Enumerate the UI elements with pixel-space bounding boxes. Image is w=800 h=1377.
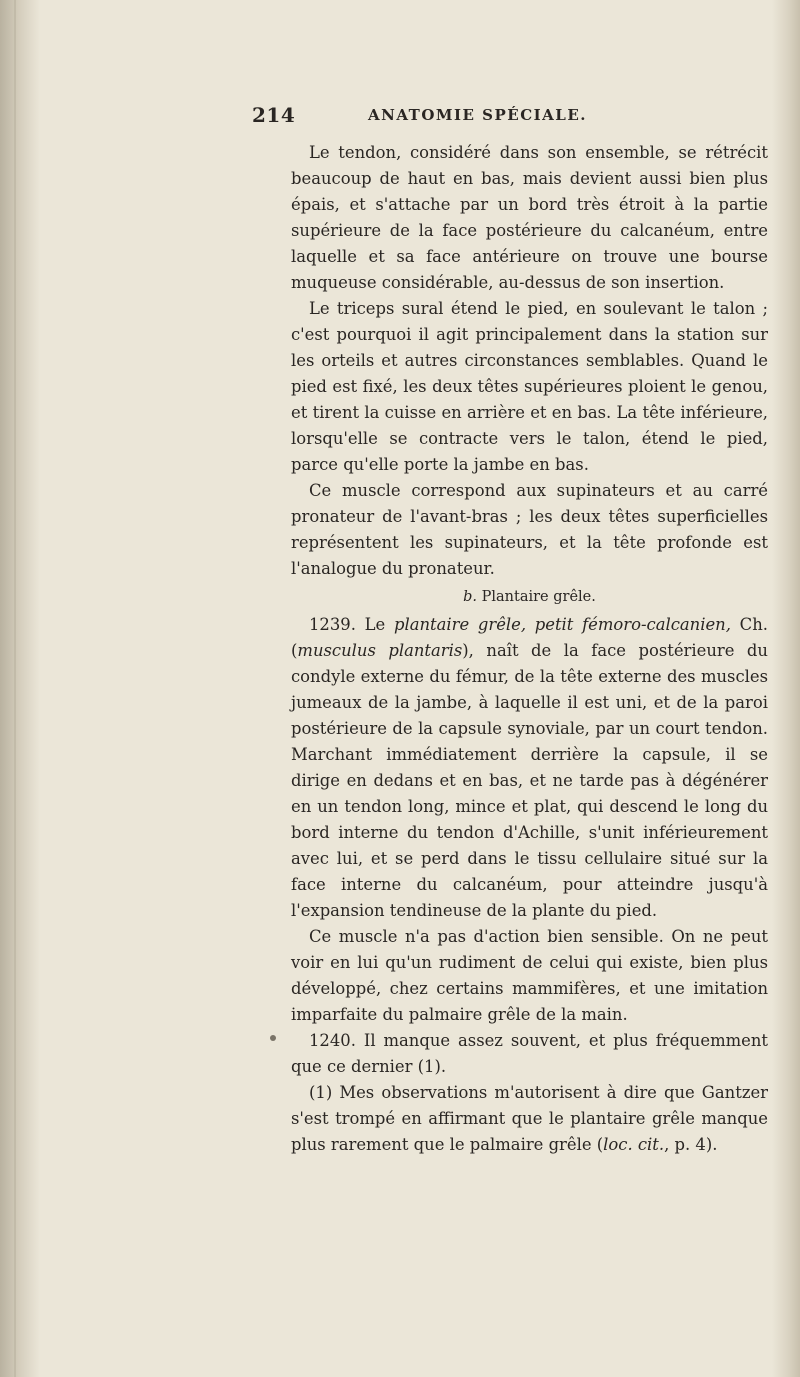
page-number: 214: [252, 103, 296, 127]
page-header: [252, 103, 772, 131]
footnote-end: , p. 4).: [664, 1135, 718, 1154]
section-number-1239: 1239.: [309, 615, 356, 634]
subheading-title: Plantaire grêle.: [481, 589, 596, 605]
subheading-letter: b.: [463, 589, 478, 605]
paragraph-1240-text: Il manque assez souvent, et plus fréquemment que ce dernier (1).: [291, 1031, 768, 1076]
running-title: ANATOMIE SPÉCIALE.: [368, 106, 588, 124]
text-fragment: Le: [364, 615, 386, 634]
muscle-name-latin: musculus plantaris: [297, 641, 463, 660]
footnote-mark: (1): [309, 1083, 333, 1102]
paragraph-action: Ce muscle n'a pas d'action bien sensible. On ne peut voir en lui qu'un rudiment de celui qui existe, bien plus développé, chez certains mammifères, et une imitation imparfaite du palmaire grêle de la main.: [291, 927, 768, 1024]
footnote: [291, 1080, 768, 1158]
footnote-text: Mes observations m'autorisent à dire que Gantzer s'est trompé en affirmant que le plantaire grêle manque plus rarement que le palmaire grêle (: [291, 1083, 768, 1154]
paragraph-1240: [291, 1028, 768, 1080]
section-subheading: [291, 584, 768, 610]
ink-spot: [270, 1035, 276, 1041]
paragraph-1239-text: ), naît de la face postérieure du condyle externe du fémur, de la tête externe des muscles jumeaux de la jambe, à laquelle il est uni, et de la paroi postérieure de la capsule synoviale, par un court tendon. Marchant immédiatement derrière la capsule, il se dirige en dedans et en bas, et ne tarde pas à dégénérer en un tendon long, mince et plat, qui descend le long du bord interne du tendon d'Achille, s'unit inférieurement avec lui, et se perd dans le tissu cellulaire situé sur la face interne du calcanéum, pour atteindre jusqu'à l'expansion tendineuse de la plante du pied.: [291, 641, 768, 920]
paragraph-tendon: Le tendon, considéré dans son ensemble, se rétrécit beaucoup de haut en bas, mais devient aussi bien plus épais, et s'attache par un bord très étroit à la partie supérieure de la face postérieure du calcanéum, entre laquelle et sa face antérieure on trouve une bourse muqueuse considérable, au-dessus de son insertion.: [291, 143, 768, 292]
paragraph-1239: [291, 612, 768, 924]
muscle-name-french: plantaire grêle, petit fémoro-calcanien,: [393, 615, 731, 634]
body-text: [291, 140, 768, 1158]
paragraph-correspondence: Ce muscle correspond aux supinateurs et au carré pronateur de l'avant-bras ; les deux têtes superficielles représentent les supinateurs, et la tête profonde est l'analogue du pronateur.: [291, 481, 768, 578]
section-number-1240: 1240.: [309, 1031, 356, 1050]
author-ref: Ch. (: [291, 615, 768, 660]
paragraph-triceps-action: Le triceps sural étend le pied, en soulevant le talon ; c'est pourquoi il agit principalement dans la station sur les orteils et autres circonstances semblables. Quand le pied est fixé, les deux têtes supérieures ploient le genou, et tirent la cuisse en arrière et en bas. La tête inférieure, lorsqu'elle se contracte vers le talon, étend le pied, parce qu'elle porte la jambe en bas.: [291, 299, 768, 474]
footnote-citation: loc. cit.: [603, 1135, 665, 1154]
